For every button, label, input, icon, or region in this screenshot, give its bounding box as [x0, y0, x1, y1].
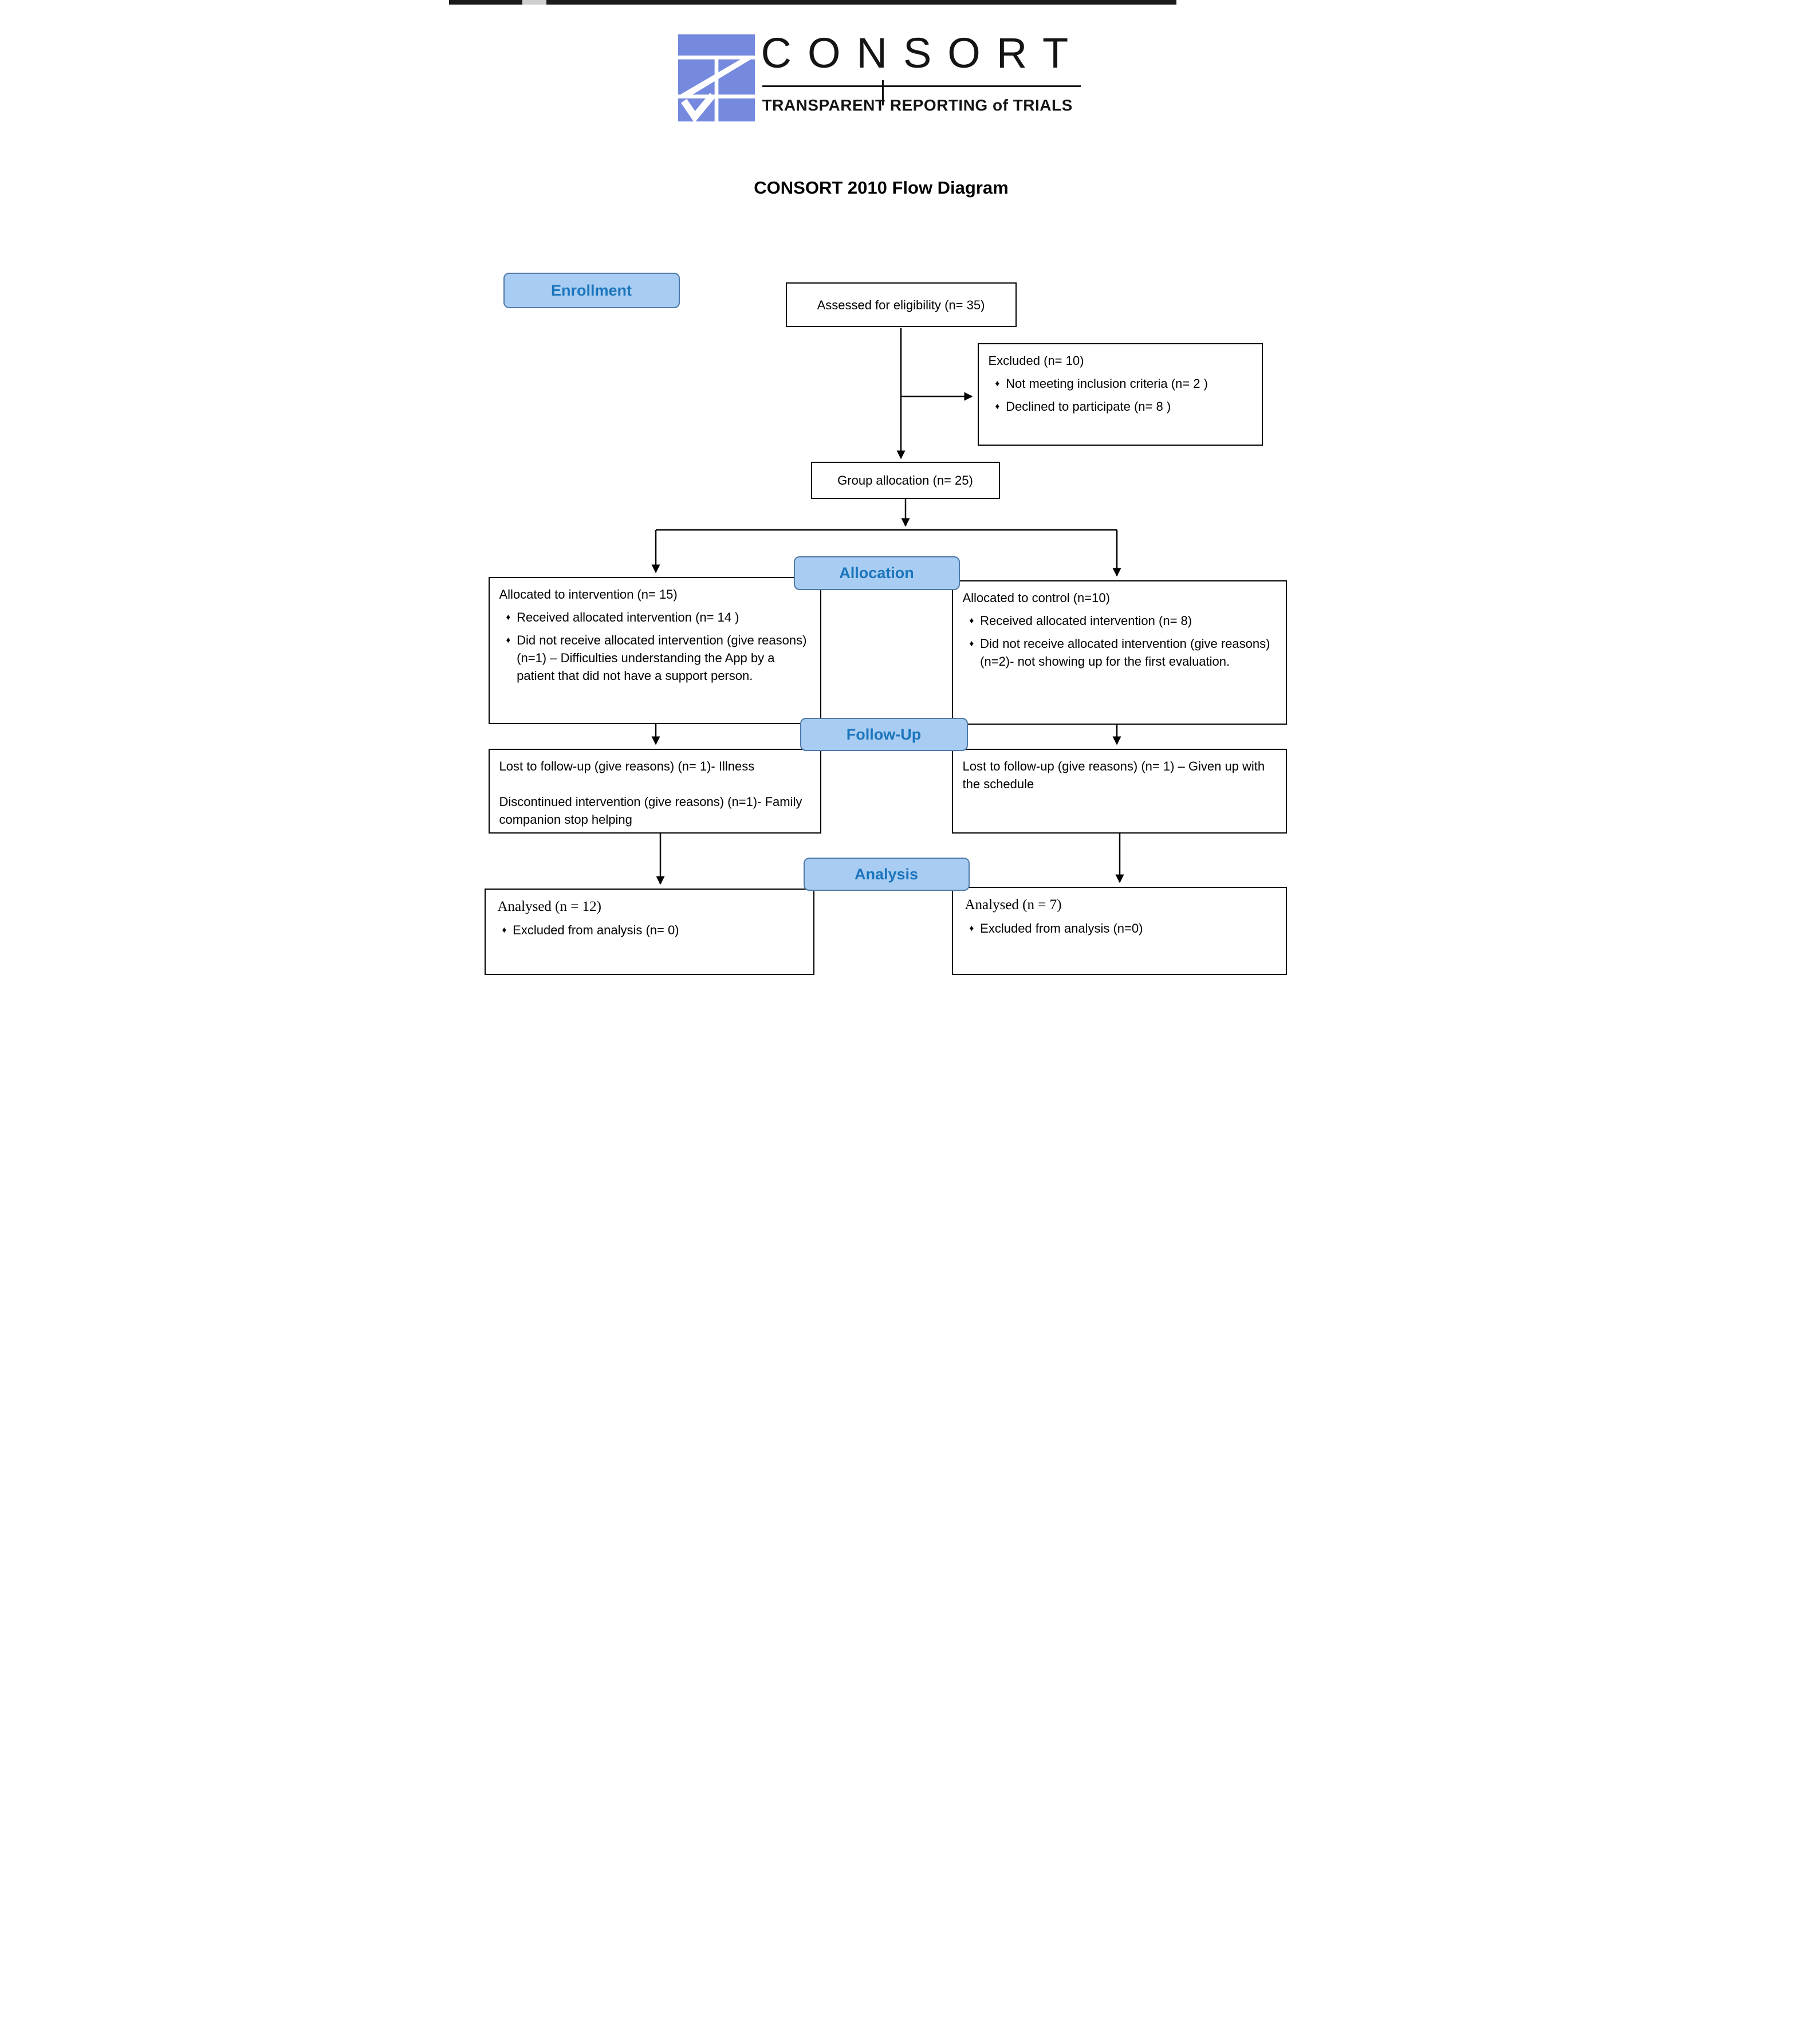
excluded-item [987, 398, 1253, 415]
allocated-control-title: Allocated to control (n=10) [962, 591, 1110, 605]
stage-label-text: Follow-Up [846, 725, 922, 743]
stage-label-text: Analysis [854, 865, 919, 883]
diamond-bullet-icon: ♦ [506, 612, 511, 622]
excluded-item-text: Declined to participate (n= 8 ) [1006, 399, 1171, 414]
analysis-control-item [962, 919, 1277, 937]
followup-intervention-line: Lost to follow-up (give reasons) (n= 1)- Illness [499, 759, 755, 773]
allocated-intervention-item [498, 608, 812, 626]
box-followup-intervention [489, 749, 821, 834]
allocated-intervention-title: Allocated to intervention (n= 15) [499, 587, 678, 602]
diamond-bullet-icon: ♦ [506, 635, 511, 645]
consort-flow-diagram [449, 0, 1347, 1022]
group-allocation-text: Group allocation (n= 25) [837, 473, 973, 488]
followup-control-line: Lost to follow-up (give reasons) (n= 1) – Given up with the schedule [962, 759, 1265, 791]
box-assessed-eligibility [786, 282, 1017, 327]
brand-text: CONSORT [761, 29, 1085, 77]
stage-label-text: Allocation [839, 564, 914, 581]
excluded-item-text: Not meeting inclusion criteria (n= 2 ) [1006, 376, 1208, 391]
excluded-item [987, 375, 1253, 392]
stage-label-allocation [794, 556, 960, 590]
box-group-allocation [811, 462, 1000, 499]
box-excluded [978, 343, 1263, 446]
box-allocated-intervention [489, 577, 821, 724]
allocated-control-item [962, 612, 1277, 630]
diamond-bullet-icon: ♦ [969, 923, 974, 933]
allocated-control-item-text: Did not receive allocated intervention (give reasons) (n=2)- not showing up for the first evaluation. [980, 636, 1270, 669]
allocated-control-item-text: Received allocated intervention (n= 8) [980, 614, 1192, 628]
allocated-intervention-item [498, 631, 812, 685]
box-analysis-intervention [485, 889, 814, 975]
assessed-text: Assessed for eligibility (n= 35) [817, 297, 985, 312]
stage-label-text: Enrollment [550, 281, 632, 299]
box-followup-control [952, 749, 1287, 834]
stage-label-enrollment [503, 273, 680, 308]
allocated-intervention-item-text: Received allocated intervention (n= 14 ) [517, 610, 739, 624]
page-title: CONSORT 2010 Flow Diagram [754, 178, 1009, 198]
excluded-title: Excluded (n= 10) [988, 353, 1084, 368]
allocated-intervention-item-text: Did not receive allocated intervention (give reasons) (n=1) – Difficulties understanding the App by a patient that did not have a support person. [517, 633, 807, 683]
diamond-bullet-icon: ♦ [969, 616, 974, 626]
analysis-intervention-item [494, 921, 805, 939]
box-analysis-control [952, 887, 1287, 975]
stage-label-followup [800, 718, 968, 751]
analysis-control-item-text: Excluded from analysis (n=0) [980, 921, 1143, 935]
box-allocated-control [952, 580, 1287, 725]
diamond-bullet-icon: ♦ [995, 379, 1000, 388]
brand-tagline: TRANSPARENT REPORTING of TRIALS [762, 96, 1073, 114]
allocated-control-item [962, 635, 1277, 670]
stage-label-analysis [804, 858, 970, 891]
analysis-control-title: Analysed (n = 7) [965, 897, 1062, 913]
followup-intervention-line: Discontinued intervention (give reasons) (n=1)- Family companion stop helping [499, 795, 802, 827]
analysis-intervention-item-text: Excluded from analysis (n= 0) [513, 923, 679, 937]
diamond-bullet-icon: ♦ [502, 925, 507, 935]
diamond-bullet-icon: ♦ [969, 639, 974, 648]
analysis-intervention-title: Analysed (n = 12) [497, 899, 601, 914]
diamond-bullet-icon: ♦ [995, 402, 1000, 411]
